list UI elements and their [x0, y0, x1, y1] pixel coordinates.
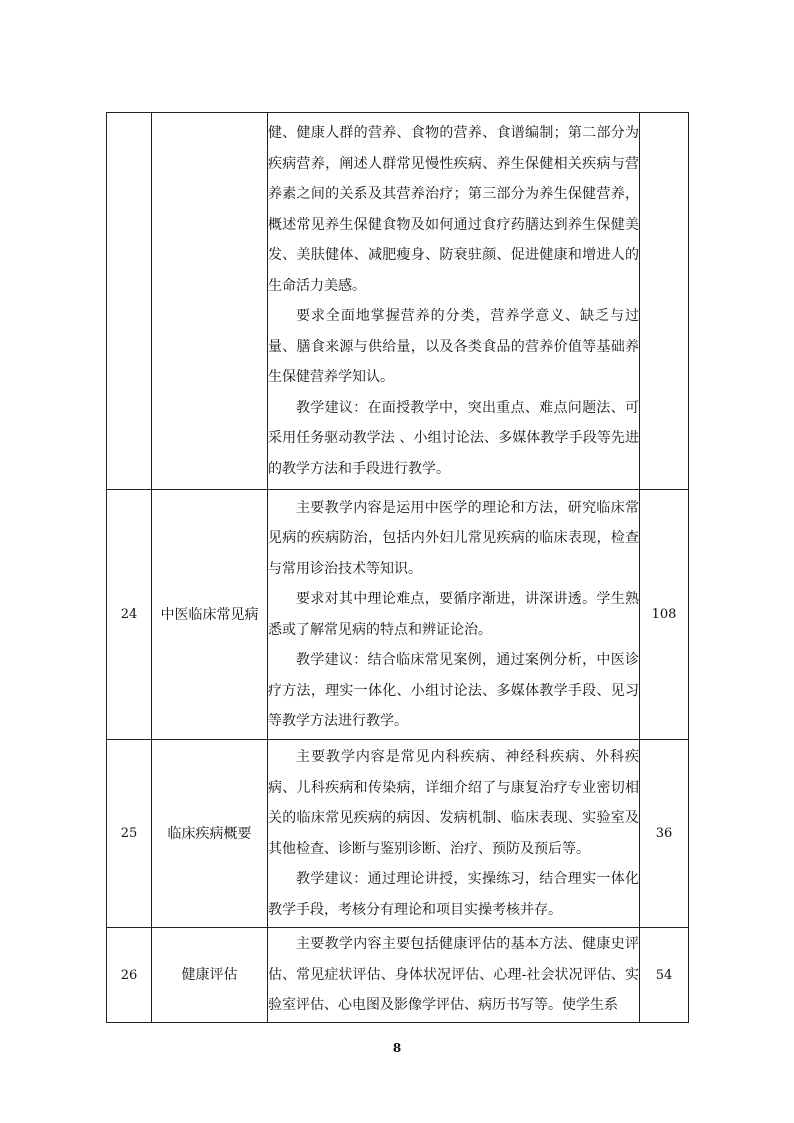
course-hours — [640, 113, 689, 490]
description-paragraph: 教学建议：通过理论讲授，实操练习，结合理实一体化教学手段，考核分有理论和项目实操考核并存。 — [268, 871, 639, 918]
description-paragraph: 主要教学内容主要包括健康评估的基本方法、健康史评估、常见症状评估、身体状况评估、心理-社会状况评估、实验室评估、心电图及影像学评估、病历书写等。使学生系 — [268, 936, 639, 1014]
course-name: 健康评估 — [152, 928, 268, 1023]
description-paragraph: 健、健康人群的营养、食物的营养、食谱编制；第二部分为疾病营养，阐述人群常见慢性疾病、养生保健相关疾病与营养素之间的关系及其营养治疗；第三部分为养生保健营养，概述常见养生保健食物及如何通过食疗药膳达到养生保健美发、美肤健体、减肥瘦身、防衰驻颜、促进健康和增进人的生命活力美感。 — [268, 125, 639, 294]
row-number — [107, 113, 152, 490]
course-hours: 108 — [640, 490, 689, 740]
row-number: 25 — [107, 740, 152, 928]
row-number: 26 — [107, 928, 152, 1023]
course-hours: 54 — [640, 928, 689, 1023]
table-row — [107, 740, 689, 928]
course-name: 临床疾病概要 — [152, 740, 268, 928]
course-name — [152, 113, 268, 490]
course-description — [268, 740, 640, 928]
course-description — [268, 113, 640, 490]
description-paragraph: 要求对其中理论难点，要循序渐进，讲深讲透。学生熟悉或了解常见病的特点和辨证论治。 — [268, 591, 639, 638]
description-paragraph: 教学建议：在面授教学中，突出重点、难点问题法、可采用任务驱动教学法 、小组讨论法、多媒体教学手段等先进的教学方法和手段进行教学。 — [268, 399, 639, 477]
description-paragraph: 要求全面地掌握营养的分类，营养学意义、缺乏与过量、膳食来源与供给量，以及各类食品的营养价值等基础养生保健营养学知认。 — [268, 308, 639, 385]
row-number: 24 — [107, 490, 152, 740]
course-description — [268, 490, 640, 740]
course-description — [268, 928, 640, 1023]
description-paragraph: 主要教学内容是运用中医学的理论和方法，研究临床常见病的疾病防治，包括内外妇儿常见疾病的临床表现，检查与常用诊治技术等知识。 — [268, 499, 639, 577]
course-name: 中医临床常见病 — [152, 490, 268, 740]
course-hours: 36 — [640, 740, 689, 928]
table-row — [107, 928, 689, 1023]
table-row — [107, 113, 689, 490]
description-paragraph: 教学建议：结合临床常见案例，通过案例分析，中医诊疗方法，理实一体化、小组讨论法、多媒体教学手段、见习等教学方法进行教学。 — [268, 652, 639, 729]
page-number: 8 — [392, 1041, 402, 1055]
course-table — [106, 112, 689, 1023]
table-row — [107, 490, 689, 740]
description-paragraph: 主要教学内容是常见内科疾病、神经科疾病、外科疾病、儿科疾病和传染病，详细介绍了与康复治疗专业密切相关的临床常见疾病的病因、发病机制、临床表现、实验室及其他检查、诊断与鉴别诊断、治疗、预防及预后等。 — [268, 749, 639, 857]
